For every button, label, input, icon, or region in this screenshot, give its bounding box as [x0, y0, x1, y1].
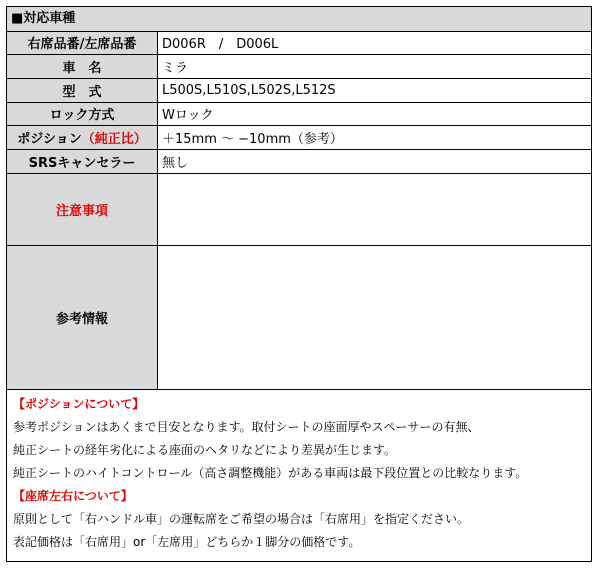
- notes-heading-position: 【ポジションについて】: [13, 396, 145, 411]
- table-row: [7, 54, 591, 78]
- sheet-title: ■対応車種: [7, 7, 591, 32]
- reference-info-label: 参考情報: [7, 245, 158, 389]
- table-row: [7, 125, 591, 149]
- row-label: 右席品番/左席品番: [7, 32, 158, 54]
- row-value: ミラ: [158, 54, 592, 78]
- notes-heading-seat-side: 【座席左右について】: [13, 488, 133, 503]
- spec-table: [7, 32, 591, 390]
- reference-info-value: [158, 245, 592, 389]
- row-value: L500S,L510S,L502S,L512S: [158, 78, 592, 102]
- position-label-note: （純正比）: [81, 131, 147, 147]
- table-row: [7, 102, 591, 125]
- notes-section: [7, 390, 591, 554]
- notes-line: 純正シートのハイトコントロール（高さ調整機能）がある車両は最下段位置との比較なります。: [13, 465, 528, 480]
- spec-sheet: [6, 6, 592, 562]
- row-label: ロック方式: [7, 102, 158, 125]
- table-row: [7, 78, 591, 102]
- notes-line: 原則として「右ハンドル車」の運転席をご希望の場合は「右席用」を指定ください。: [13, 511, 470, 526]
- caution-value: [158, 173, 592, 245]
- table-row: [7, 32, 591, 54]
- row-value: D006R / D006L: [158, 32, 592, 54]
- row-value: 無し: [158, 149, 592, 173]
- row-label: 型 式: [7, 78, 158, 102]
- notes-line: 表記価格は「右席用」or「左席用」どちらか１脚分の価格です。: [13, 534, 361, 549]
- table-row: [7, 173, 591, 245]
- row-label: 車 名: [7, 54, 158, 78]
- table-row: [7, 149, 591, 173]
- position-label: ポジション: [17, 131, 82, 147]
- notes-line: 参考ポジションはあくまで目安となります。取付シートの座面厚やスペーサーの有無、: [13, 419, 480, 434]
- row-value: Wロック: [158, 102, 592, 125]
- caution-label: 注意事項: [7, 173, 158, 245]
- table-row: [7, 245, 591, 389]
- row-label-position: [7, 125, 158, 149]
- row-label: SRSキャンセラー: [7, 149, 158, 173]
- row-value: ＋15mm 〜 −10mm（参考）: [158, 125, 592, 149]
- notes-line: 純正シートの経年劣化による座面のヘタリなどにより差異が生じます。: [13, 442, 397, 457]
